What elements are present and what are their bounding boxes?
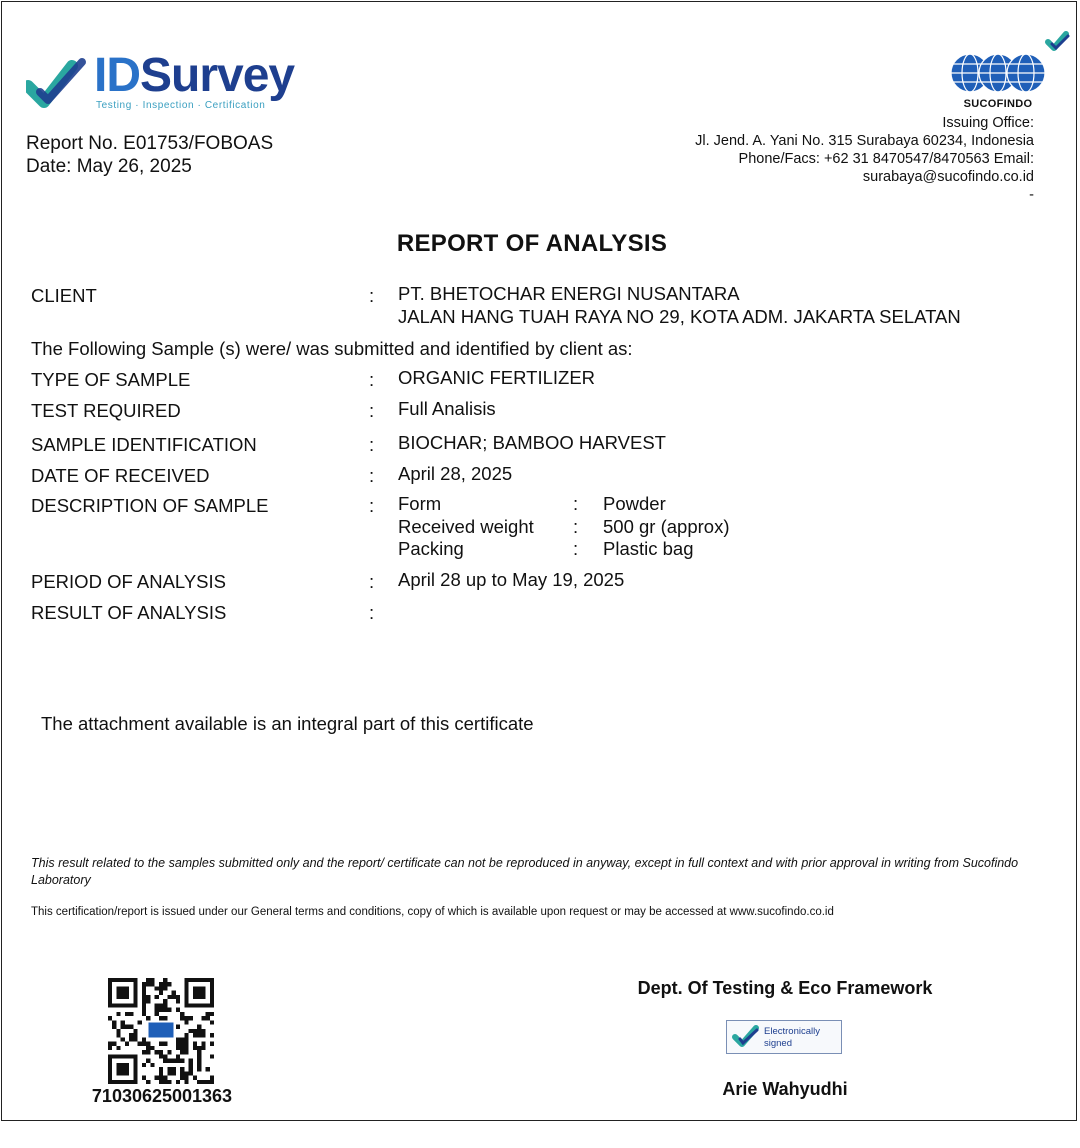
attachment-note: The attachment available is an integral part of this certificate [41, 713, 534, 734]
qr-number: 71030625001363 [91, 1086, 233, 1106]
issuing-office-line: surabaya@sucofindo.co.id [862, 169, 1034, 185]
report-meta [26, 132, 273, 178]
description-key: Packing [398, 538, 464, 559]
received-label: DATE OF RECEIVED [31, 465, 210, 486]
check-badge-icon [732, 1024, 760, 1050]
description-label: DESCRIPTION OF SAMPLE [31, 495, 269, 516]
report-date: Date: May 26, 2025 [26, 156, 192, 177]
test-label: TEST REQUIRED [31, 400, 181, 421]
description-key: Form [398, 493, 442, 514]
electronic-signature-text: Electronically signed [764, 1026, 820, 1049]
colon: : [573, 493, 579, 514]
identification-label: SAMPLE IDENTIFICATION [31, 434, 257, 455]
brand-survey: Survey [140, 49, 295, 102]
description-value: Plastic bag [603, 538, 694, 559]
intro-text: The Following Sample (s) were/ was submitted and identified by client as: [31, 338, 633, 359]
client-value [398, 283, 961, 328]
department-name: Dept. Of Testing & Eco Framework [637, 978, 933, 998]
terms-text: This certification/report is issued under our General terms and conditions, copy of which is available upon request or may be accessed at www.sucofindo.co.id [31, 906, 834, 918]
period-value: April 28 up to May 19, 2025 [398, 569, 625, 590]
result-label: RESULT OF ANALYSIS [31, 602, 227, 623]
colon: : [369, 571, 375, 592]
colon: : [573, 515, 579, 537]
issuing-office-line: Phone/Facs: +62 31 8470547/8470563 Email: [738, 151, 1034, 167]
received-value: April 28, 2025 [398, 463, 513, 484]
colon: : [369, 495, 375, 516]
type-value: ORGANIC FERTILIZER [398, 367, 596, 388]
description-value: 500 gr (approx) [603, 515, 730, 537]
brand-tagline: Testing · Inspection · Certification [96, 100, 266, 111]
disclaimer-text: This result related to the samples submitted only and the report/ certificate can not be reproduced in anyway, except in full context and with prior approval in writing from Sucofindo Laboratory [31, 856, 1019, 887]
colon: : [369, 285, 375, 306]
qr-code-icon [108, 978, 214, 1084]
period-label: PERIOD OF ANALYSIS [31, 571, 226, 592]
client-label: CLIENT [31, 285, 97, 306]
test-value: Full Analisis [398, 398, 496, 419]
colon: : [369, 400, 375, 421]
sucofindo-name: SUCOFINDO [963, 98, 1033, 110]
colon: : [369, 434, 375, 455]
identification-value: BIOCHAR; BAMBOO HARVEST [398, 432, 666, 453]
issuing-office-line: - [1029, 187, 1034, 203]
brand-id: ID [94, 49, 140, 102]
description-value: Powder [603, 493, 666, 514]
brand-name [94, 50, 294, 102]
type-label: TYPE OF SAMPLE [31, 369, 191, 390]
client-address: JALAN HANG TUAH RAYA NO 29, KOTA ADM. JAKARTA SELATAN [398, 305, 961, 327]
report-page [1, 1, 1077, 1121]
description-values [603, 493, 729, 561]
description-keys [398, 493, 534, 561]
issuing-office-line: Issuing Office: [942, 115, 1034, 131]
issuing-office-line: Jl. Jend. A. Yani No. 315 Surabaya 60234, Indonesia [695, 133, 1034, 149]
signer-name: Arie Wahyudhi [722, 1079, 848, 1099]
description-key: Received weight [398, 515, 534, 537]
colon: : [369, 602, 375, 623]
colon: : [369, 465, 375, 486]
colon: : [369, 369, 375, 390]
description-colons [573, 493, 578, 561]
report-number: Report No. E01753/FOBOAS [26, 133, 274, 154]
colon: : [573, 538, 579, 559]
page-title: REPORT OF ANALYSIS [396, 230, 668, 257]
issuing-office [614, 114, 1034, 204]
client-name: PT. BHETOCHAR ENERGI NUSANTARA [398, 283, 740, 304]
